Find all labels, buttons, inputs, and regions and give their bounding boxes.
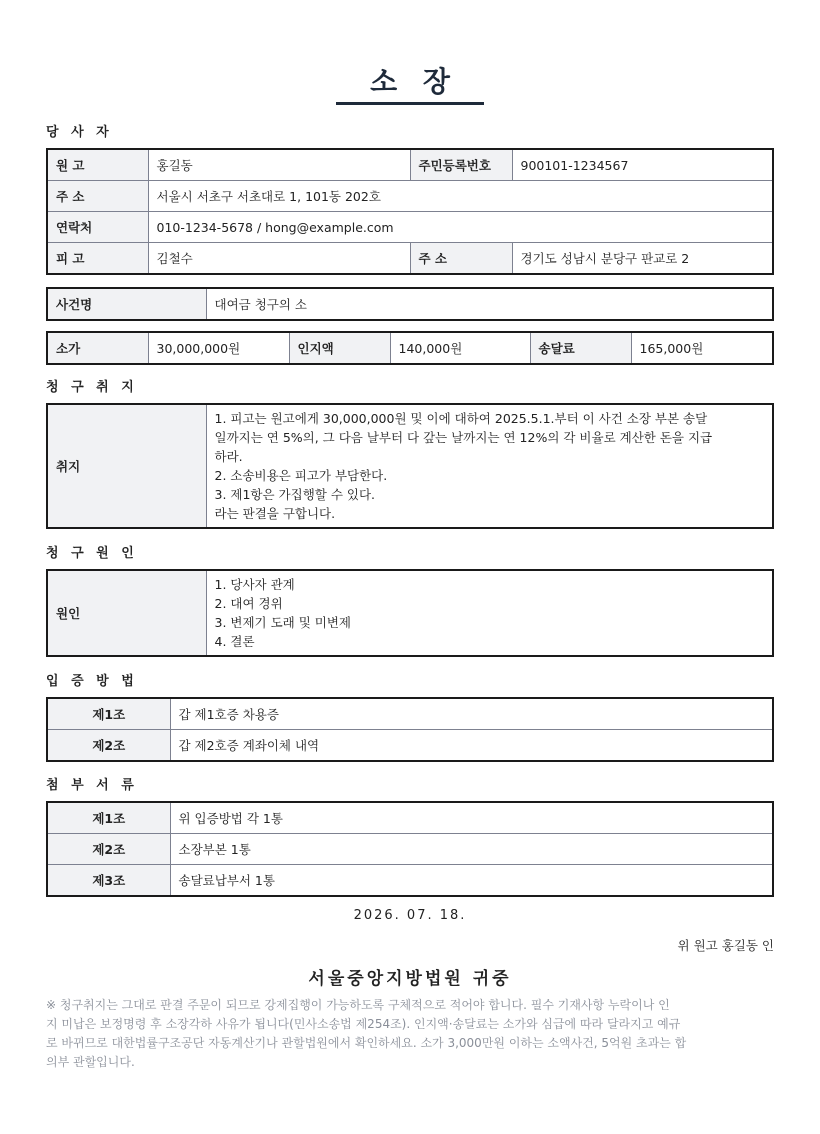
fees-table [46,331,774,365]
claim-purpose-line: 라는 판결을 구합니다. [214,506,336,521]
signer-line: 위 원고 홍길동 인 [677,938,774,953]
claim-cause-text [206,570,773,656]
table-row [47,730,773,762]
section-parties-heading: 당 사 자 [46,125,113,140]
claim-purpose-line: 3. 제1항은 가집행할 수 있다. [214,487,375,502]
rrn-label: 주민등록번호 [410,149,512,181]
attachment-number: 제1조 [47,802,170,834]
defendant-address-value: 경기도 성남시 분당구 판교로 2 [512,243,773,275]
defendant-name: 김철수 [148,243,410,275]
evidence-text: 갑 제1호증 차용증 [170,698,773,730]
table-row [47,243,773,275]
document-title-wrap [0,60,820,105]
claim-amount-value: 30,000,000원 [148,332,289,364]
claim-cause-label: 원인 [47,570,206,656]
claim-purpose-line: 2. 소송비용은 피고가 부담한다. [214,468,388,483]
contact-label: 연락처 [47,212,148,243]
table-row [47,865,773,897]
plaintiff-name: 홍길동 [148,149,410,181]
claim-purpose-line: 1. 피고는 원고에게 30,000,000원 및 이에 대하여 2025.5.1.부터 이 사건 소장 부본 송달 [214,411,708,426]
guidance-note-line: 의부 관할입니다. [46,1055,135,1069]
attachment-text: 송달료납부서 1통 [170,865,773,897]
section-claim-purpose-heading: 청 구 취 지 [46,380,138,395]
claim-cause-line: 4. 결론 [214,634,255,649]
case-value: 대여금 청구의 소 [206,288,773,320]
filing-date: 2026. 07. 18. [353,908,467,923]
table-row [47,834,773,865]
stamp-fee-label: 인지액 [289,332,390,364]
table-row [47,288,773,320]
evidence-text: 갑 제2호증 계좌이체 내역 [170,730,773,762]
document-title: 소 장 [336,60,484,105]
table-row [47,570,773,656]
rrn-value: 900101-1234567 [512,149,773,181]
claim-purpose-table [46,403,774,529]
parties-table [46,148,774,275]
claim-purpose-line: 하라. [214,449,243,464]
plaintiff-address-label: 주 소 [47,181,148,212]
evidence-number: 제1조 [47,698,170,730]
contact-value: 010-1234-5678 / hong@example.com [148,212,773,243]
evidence-table [46,697,774,762]
claim-amount-label: 소가 [47,332,148,364]
table-row [47,802,773,834]
table-row [47,698,773,730]
claim-cause-table [46,569,774,657]
attachment-text: 소장부본 1통 [170,834,773,865]
guidance-note-line: 지 미납은 보정명령 후 소장각하 사유가 됩니다(민사소송법 제254조). 인지액·송달료는 소가와 심급에 따라 달라지고 예규 [46,1017,681,1031]
case-table [46,287,774,321]
attachment-number: 제2조 [47,834,170,865]
table-row [47,212,773,243]
section-attachments-heading: 첨 부 서 류 [46,778,138,793]
table-row [47,404,773,528]
claim-purpose-label: 취지 [47,404,206,528]
table-row [47,149,773,181]
case-label: 사건명 [47,288,206,320]
plaintiff-address-value: 서울시 서초구 서초대로 1, 101동 202호 [148,181,773,212]
stamp-fee-value: 140,000원 [390,332,530,364]
service-fee-label: 송달료 [530,332,631,364]
guidance-note-line: ※ 청구취지는 그대로 판결 주문이 되므로 강제집행이 가능하도록 구체적으로 적어야 합니다. 필수 기재사항 누락이나 인 [46,998,670,1012]
attachments-table [46,801,774,897]
guidance-note [46,996,696,1072]
guidance-note-line: 로 바뀌므로 대한법률구조공단 자동계산기나 관할법원에서 확인하세요. 소가 3,000만원 이하는 소액사건, 5억원 초과는 합 [46,1036,687,1050]
claim-purpose-text [206,404,773,528]
claim-cause-line: 3. 변제기 도래 및 미변제 [214,615,351,630]
attachment-number: 제3조 [47,865,170,897]
claim-cause-line: 1. 당사자 관계 [214,577,295,592]
section-claim-cause-heading: 청 구 원 인 [46,546,138,561]
evidence-number: 제2조 [47,730,170,762]
service-fee-value: 165,000원 [631,332,773,364]
attachment-text: 위 입증방법 각 1통 [170,802,773,834]
defendant-address-label: 주 소 [410,243,512,275]
claim-purpose-line: 일까지는 연 5%의, 그 다음 날부터 다 갚는 날까지는 연 12%의 각 비율로 계산한 돈을 지급 [214,430,713,445]
defendant-label: 피 고 [47,243,148,275]
section-evidence-heading: 입 증 방 법 [46,674,138,689]
table-row [47,181,773,212]
court-addressee: 서울중앙지방법원 귀중 [308,969,512,989]
table-row [47,332,773,364]
plaintiff-label: 원 고 [47,149,148,181]
claim-cause-line: 2. 대여 경위 [214,596,283,611]
